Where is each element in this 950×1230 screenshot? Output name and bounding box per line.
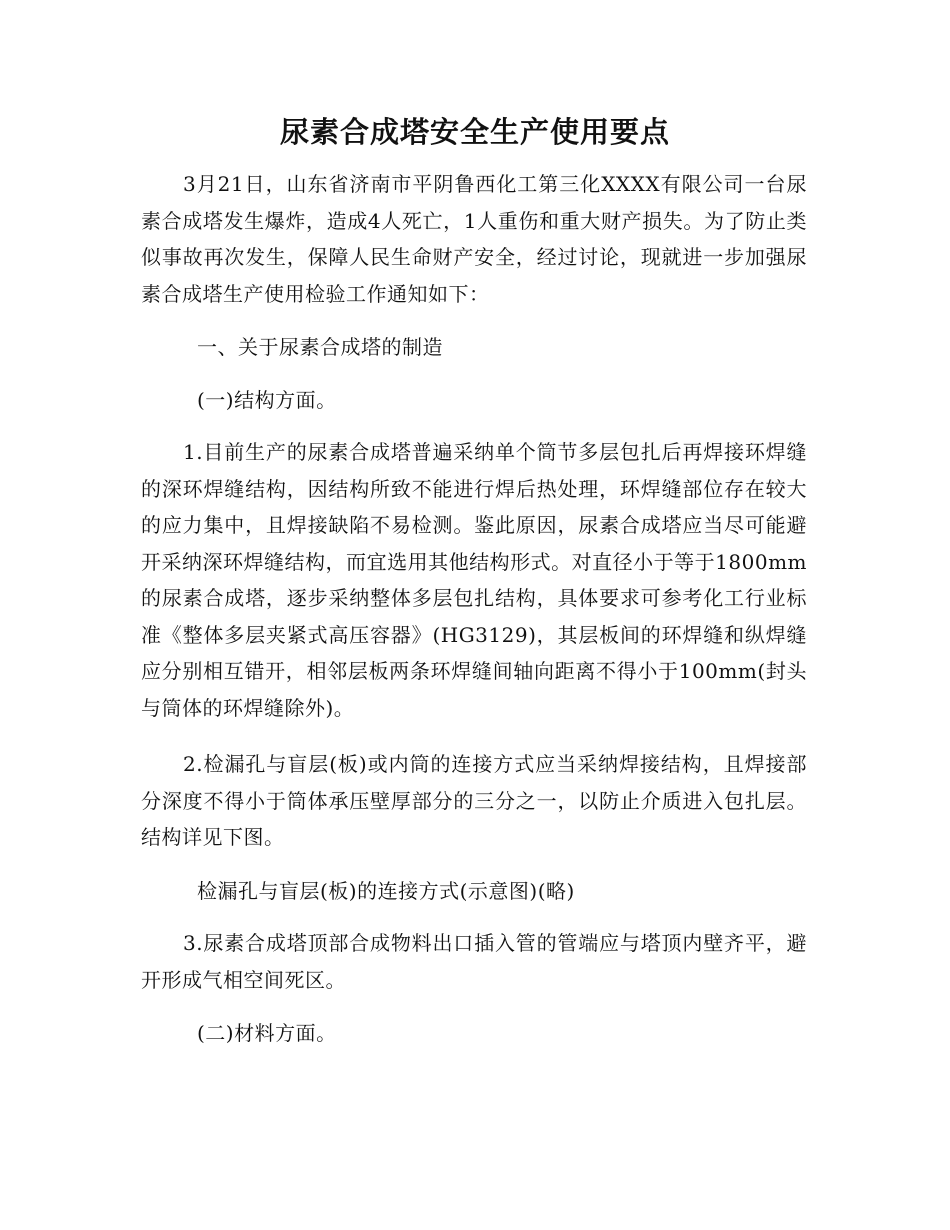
intro-paragraph: 3月21日，山东省济南市平阴鲁西化工第三化XXXX有限公司一台尿素合成塔发生爆炸，造成4人死亡，1人重伤和重大财产损失。为了防止类似事故再次发生，保障人民生命财产安全，经过讨论，现就进一步加强尿素合成塔生产使用检验工作通知如下： [141,172,807,306]
subsection-heading-materials: (二)材料方面。 [197,1021,337,1045]
item-2-paragraph: 2.检漏孔与盲层(板)或内筒的连接方式应当采纳焊接结构，且焊接部分深度不得小于筒体承压壁厚部分的三分之一，以防止介质进入包扎层。结构详见下图。 [141,752,807,849]
section-heading-manufacturing: 一、关于尿素合成塔的制造 [197,335,443,359]
item-1-paragraph: 1.目前生产的尿素合成塔普遍采纳单个筒节多层包扎后再焊接环焊缝的深环焊缝结构，因结构所致不能进行焊后热处理，环焊缝部位存在较大的应力集中，且焊接缺陷不易检测。鉴此原因，尿素合成塔应当尽可能避开采纳深环焊缝结构，而宜选用其他结构形式。对直径小于等于1800mm的尿素合成塔，逐步采纳整体多层包扎结构，具体要求可参考化工行业标准《整体多层夹紧式高压容器》(HG3129)，其层板间的环焊缝和纵焊缝应分别相互错开，相邻层板两条环焊缝间轴向距离不得小于100mm(封头与筒体的环焊缝除外)。 [141,440,807,720]
subsection-heading-structure: (一)结构方面。 [197,388,337,412]
figure-caption: 检漏孔与盲层(板)的连接方式(示意图)(略) [197,879,575,903]
document-title: 尿素合成塔安全生产使用要点 [279,115,670,149]
item-3-paragraph: 3.尿素合成塔顶部合成物料出口插入管的管端应与塔顶内壁齐平，避开形成气相空间死区。 [141,931,807,992]
